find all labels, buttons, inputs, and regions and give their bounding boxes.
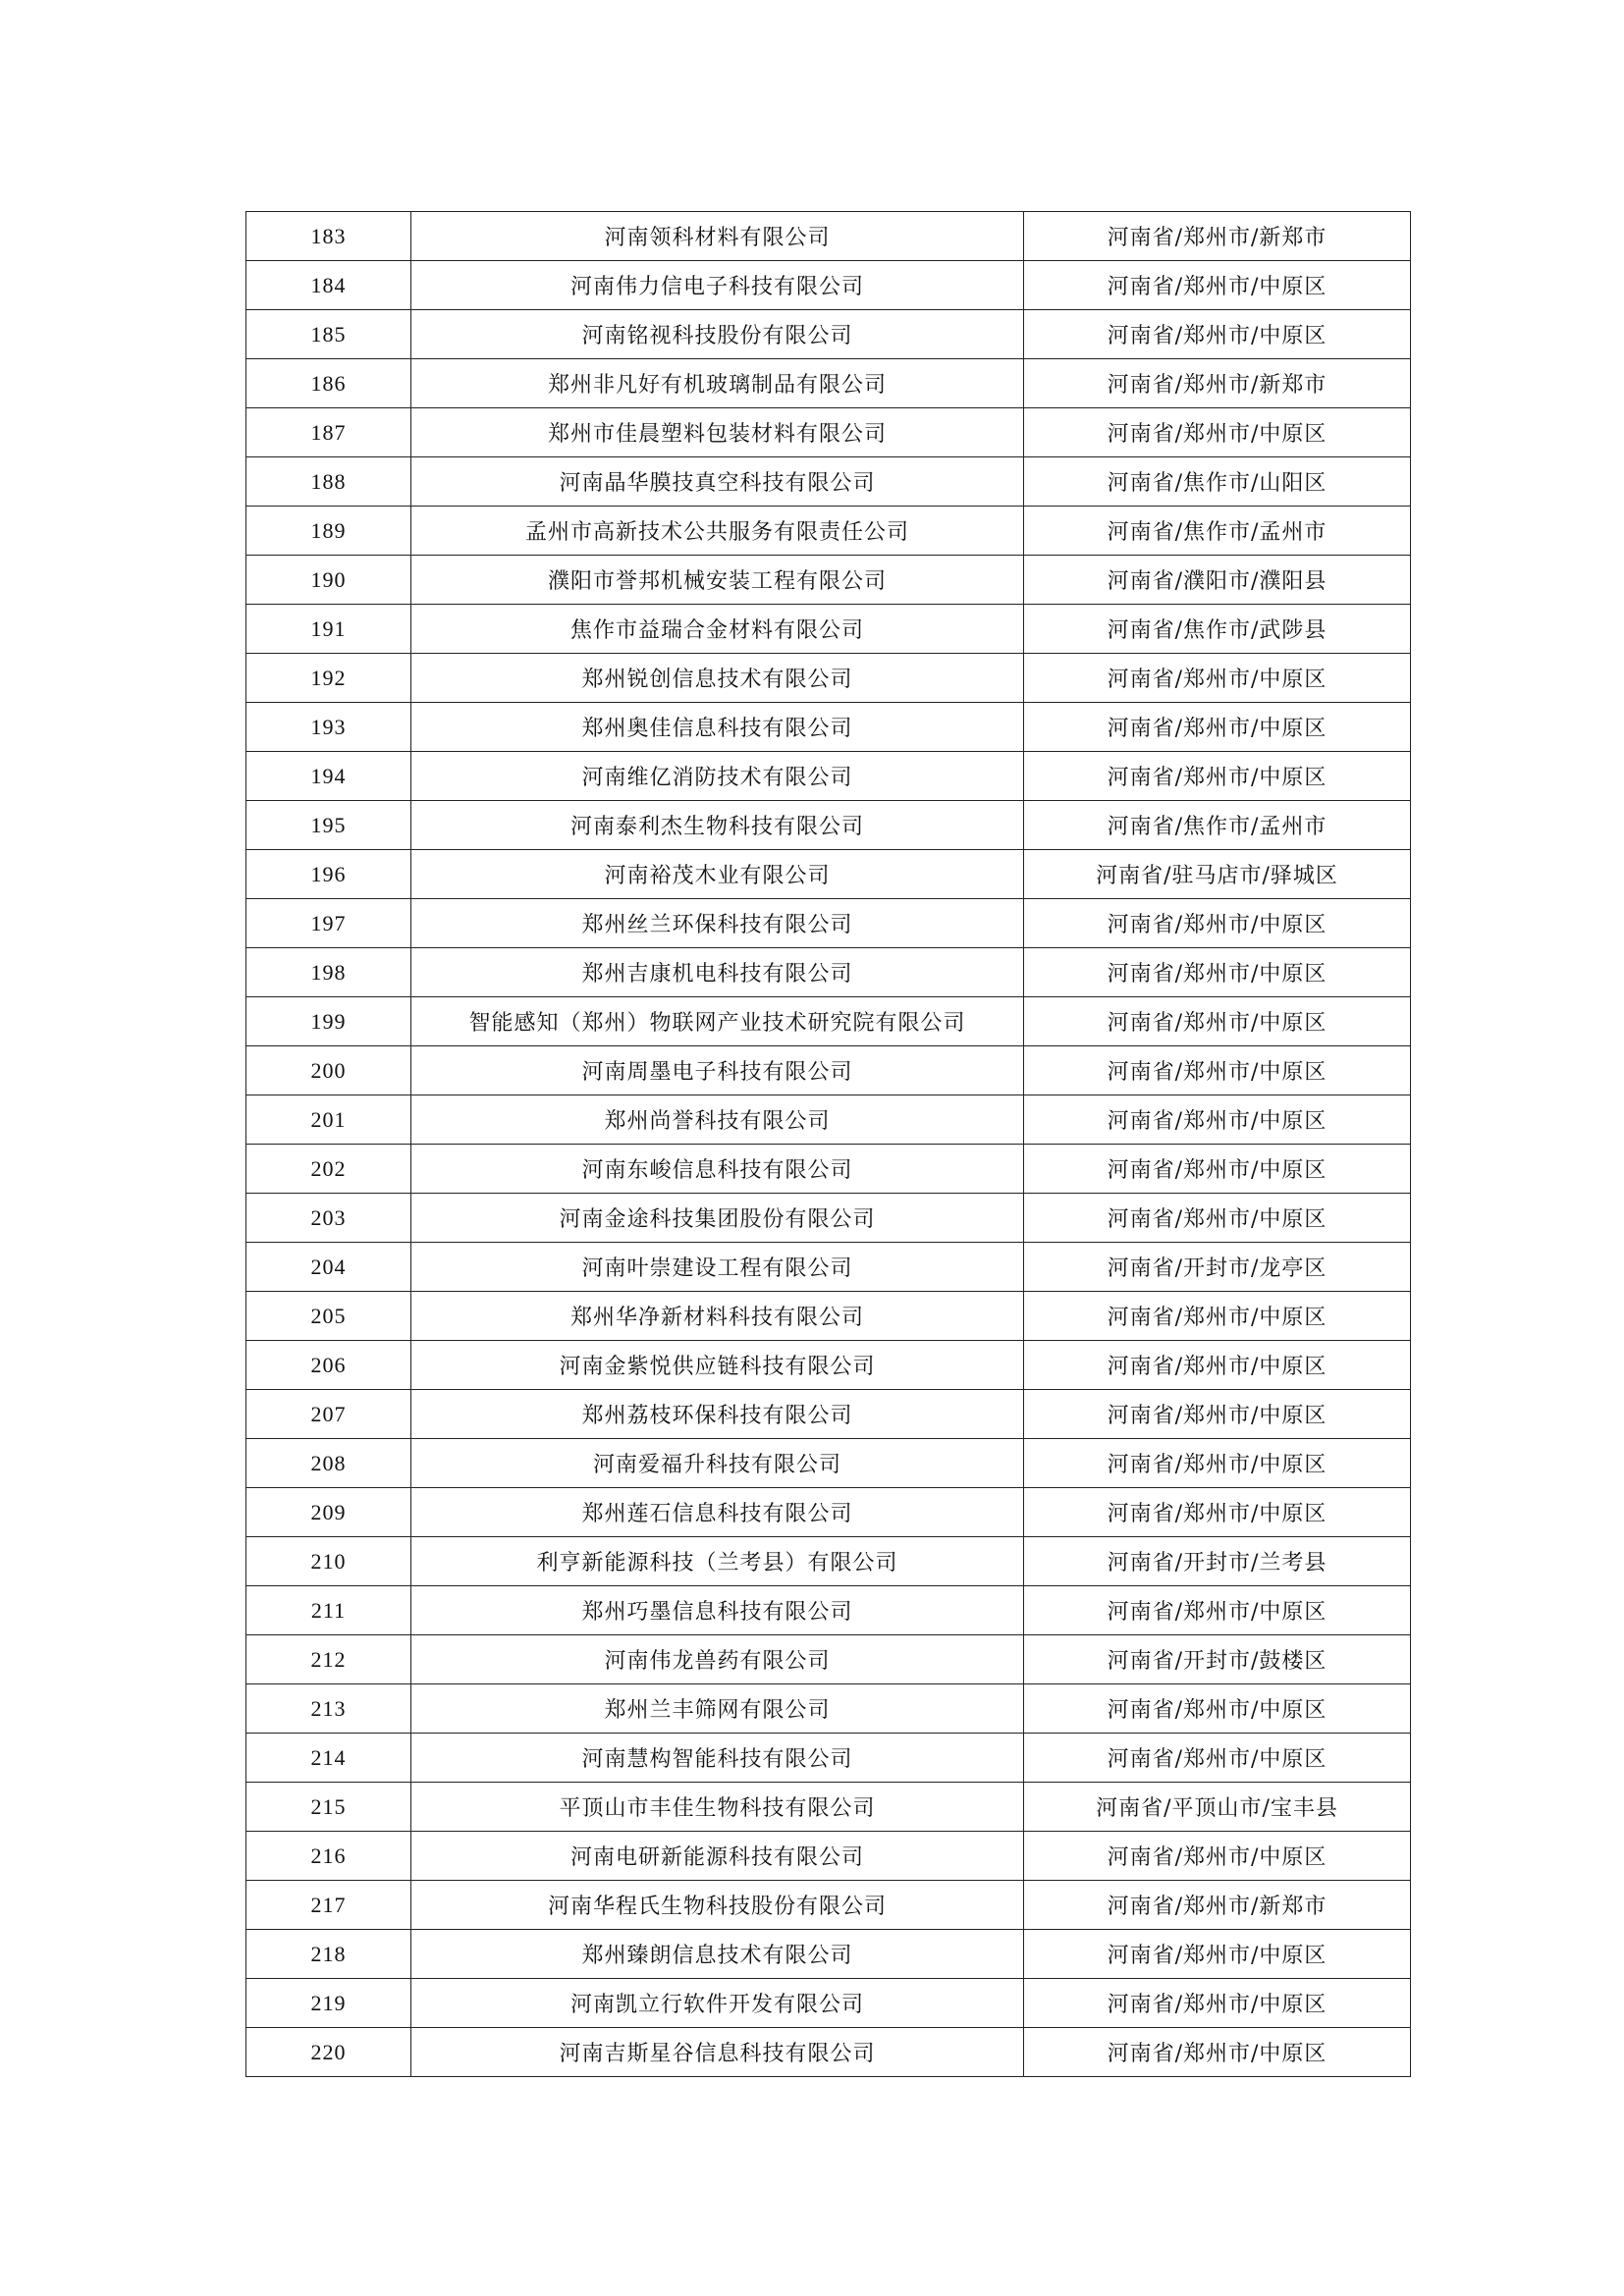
- table-row: [246, 1095, 1411, 1145]
- row-number-cell: 185: [246, 310, 411, 359]
- table-row: [246, 310, 1411, 359]
- region-cell: 河南省/郑州市/中原区: [1024, 1684, 1411, 1734]
- region-cell: 河南省/焦作市/武陟县: [1024, 605, 1411, 654]
- row-number-cell: 205: [246, 1292, 411, 1341]
- company-name-cell: 河南伟龙兽药有限公司: [411, 1635, 1024, 1684]
- table-row: [246, 1439, 1411, 1488]
- row-number-cell: 197: [246, 899, 411, 948]
- table-row: [246, 1783, 1411, 1832]
- region-cell: 河南省/郑州市/中原区: [1024, 1292, 1411, 1341]
- company-name-cell: 孟州市高新技术公共服务有限责任公司: [411, 507, 1024, 556]
- company-name-cell: 郑州奥佳信息科技有限公司: [411, 703, 1024, 752]
- table-row: [246, 556, 1411, 605]
- region-cell: 河南省/开封市/鼓楼区: [1024, 1635, 1411, 1684]
- row-number-cell: 209: [246, 1488, 411, 1537]
- row-number-cell: 202: [246, 1145, 411, 1194]
- row-number-cell: 208: [246, 1439, 411, 1488]
- company-name-cell: 郑州尚誉科技有限公司: [411, 1095, 1024, 1145]
- region-cell: 河南省/郑州市/中原区: [1024, 1145, 1411, 1194]
- company-name-cell: 利亨新能源科技（兰考县）有限公司: [411, 1537, 1024, 1586]
- region-cell: 河南省/郑州市/中原区: [1024, 1390, 1411, 1439]
- table-row: [246, 1390, 1411, 1439]
- table-row: [246, 1537, 1411, 1586]
- table-row: [246, 801, 1411, 850]
- table-row: [246, 408, 1411, 457]
- region-cell: 河南省/郑州市/新郑市: [1024, 212, 1411, 261]
- company-name-cell: 河南伟力信电子科技有限公司: [411, 261, 1024, 310]
- row-number-cell: 212: [246, 1635, 411, 1684]
- table-row: [246, 1734, 1411, 1783]
- row-number-cell: 195: [246, 801, 411, 850]
- region-cell: 河南省/郑州市/中原区: [1024, 654, 1411, 703]
- company-name-cell: 智能感知（郑州）物联网产业技术研究院有限公司: [411, 997, 1024, 1046]
- region-cell: 河南省/郑州市/中原区: [1024, 1586, 1411, 1635]
- company-name-cell: 郑州臻朗信息技术有限公司: [411, 1930, 1024, 1979]
- row-number-cell: 220: [246, 2028, 411, 2077]
- company-name-cell: 平顶山市丰佳生物科技有限公司: [411, 1783, 1024, 1832]
- table-row: [246, 850, 1411, 899]
- table-row: [246, 703, 1411, 752]
- table-row: [246, 1488, 1411, 1537]
- region-cell: 河南省/驻马店市/驿城区: [1024, 850, 1411, 899]
- region-cell: 河南省/郑州市/中原区: [1024, 2028, 1411, 2077]
- row-number-cell: 191: [246, 605, 411, 654]
- region-cell: 河南省/濮阳市/濮阳县: [1024, 556, 1411, 605]
- region-cell: 河南省/郑州市/中原区: [1024, 1979, 1411, 2028]
- company-name-cell: 郑州丝兰环保科技有限公司: [411, 899, 1024, 948]
- company-name-cell: 河南裕茂木业有限公司: [411, 850, 1024, 899]
- table-row: [246, 1145, 1411, 1194]
- company-name-cell: 河南慧构智能科技有限公司: [411, 1734, 1024, 1783]
- company-name-cell: 郑州吉康机电科技有限公司: [411, 948, 1024, 997]
- region-cell: 河南省/平顶山市/宝丰县: [1024, 1783, 1411, 1832]
- row-number-cell: 207: [246, 1390, 411, 1439]
- table-row: [246, 997, 1411, 1046]
- row-number-cell: 215: [246, 1783, 411, 1832]
- table-row: [246, 1832, 1411, 1881]
- table-row: [246, 1046, 1411, 1095]
- table-row: [246, 948, 1411, 997]
- company-name-cell: 郑州巧墨信息科技有限公司: [411, 1586, 1024, 1635]
- company-name-cell: 河南凯立行软件开发有限公司: [411, 1979, 1024, 2028]
- table-row: [246, 507, 1411, 556]
- company-name-cell: 郑州锐创信息技术有限公司: [411, 654, 1024, 703]
- row-number-cell: 199: [246, 997, 411, 1046]
- table-row: [246, 1635, 1411, 1684]
- company-name-cell: 河南泰利杰生物科技有限公司: [411, 801, 1024, 850]
- row-number-cell: 211: [246, 1586, 411, 1635]
- row-number-cell: 210: [246, 1537, 411, 1586]
- table-row: [246, 899, 1411, 948]
- table-row: [246, 1292, 1411, 1341]
- row-number-cell: 183: [246, 212, 411, 261]
- region-cell: 河南省/郑州市/中原区: [1024, 261, 1411, 310]
- company-name-cell: 河南晶华膜技真空科技有限公司: [411, 457, 1024, 507]
- table-row: [246, 1979, 1411, 2028]
- region-cell: 河南省/郑州市/新郑市: [1024, 1881, 1411, 1930]
- company-name-cell: 焦作市益瑞合金材料有限公司: [411, 605, 1024, 654]
- company-name-cell: 河南爱福升科技有限公司: [411, 1439, 1024, 1488]
- row-number-cell: 184: [246, 261, 411, 310]
- company-name-cell: 河南金紫悦供应链科技有限公司: [411, 1341, 1024, 1390]
- table-body: [246, 212, 1411, 2077]
- row-number-cell: 217: [246, 1881, 411, 1930]
- table-row: [246, 2028, 1411, 2077]
- company-name-cell: 郑州莲石信息科技有限公司: [411, 1488, 1024, 1537]
- region-cell: 河南省/焦作市/孟州市: [1024, 801, 1411, 850]
- region-cell: 河南省/郑州市/新郑市: [1024, 359, 1411, 408]
- region-cell: 河南省/开封市/兰考县: [1024, 1537, 1411, 1586]
- row-number-cell: 214: [246, 1734, 411, 1783]
- table-row: [246, 1586, 1411, 1635]
- table-row: [246, 1684, 1411, 1734]
- company-name-cell: 河南华程氏生物科技股份有限公司: [411, 1881, 1024, 1930]
- table-row: [246, 1341, 1411, 1390]
- row-number-cell: 192: [246, 654, 411, 703]
- company-name-cell: 河南铭视科技股份有限公司: [411, 310, 1024, 359]
- region-cell: 河南省/郑州市/中原区: [1024, 1734, 1411, 1783]
- region-cell: 河南省/郑州市/中原区: [1024, 1930, 1411, 1979]
- table-row: [246, 359, 1411, 408]
- row-number-cell: 203: [246, 1194, 411, 1243]
- region-cell: 河南省/郑州市/中原区: [1024, 1095, 1411, 1145]
- region-cell: 河南省/郑州市/中原区: [1024, 1194, 1411, 1243]
- region-cell: 河南省/郑州市/中原区: [1024, 948, 1411, 997]
- table-row: [246, 1194, 1411, 1243]
- region-cell: 河南省/郑州市/中原区: [1024, 1488, 1411, 1537]
- company-name-cell: 郑州荔枝环保科技有限公司: [411, 1390, 1024, 1439]
- company-list-table: [245, 211, 1411, 2077]
- company-name-cell: 郑州兰丰筛网有限公司: [411, 1684, 1024, 1734]
- table-row: [246, 1243, 1411, 1292]
- region-cell: 河南省/郑州市/中原区: [1024, 310, 1411, 359]
- company-name-cell: 郑州华净新材料科技有限公司: [411, 1292, 1024, 1341]
- table-row: [246, 752, 1411, 801]
- region-cell: 河南省/郑州市/中原区: [1024, 1439, 1411, 1488]
- company-name-cell: 郑州市佳晨塑料包装材料有限公司: [411, 408, 1024, 457]
- row-number-cell: 219: [246, 1979, 411, 2028]
- table-row: [246, 1930, 1411, 1979]
- row-number-cell: 206: [246, 1341, 411, 1390]
- row-number-cell: 190: [246, 556, 411, 605]
- region-cell: 河南省/焦作市/山阳区: [1024, 457, 1411, 507]
- region-cell: 河南省/郑州市/中原区: [1024, 752, 1411, 801]
- row-number-cell: 198: [246, 948, 411, 997]
- table-row: [246, 261, 1411, 310]
- region-cell: 河南省/郑州市/中原区: [1024, 1832, 1411, 1881]
- row-number-cell: 201: [246, 1095, 411, 1145]
- region-cell: 河南省/郑州市/中原区: [1024, 703, 1411, 752]
- company-name-cell: 河南周墨电子科技有限公司: [411, 1046, 1024, 1095]
- row-number-cell: 188: [246, 457, 411, 507]
- region-cell: 河南省/郑州市/中原区: [1024, 408, 1411, 457]
- region-cell: 河南省/郑州市/中原区: [1024, 899, 1411, 948]
- table-row: [246, 605, 1411, 654]
- table-row: [246, 212, 1411, 261]
- company-name-cell: 河南领科材料有限公司: [411, 212, 1024, 261]
- company-name-cell: 濮阳市誉邦机械安装工程有限公司: [411, 556, 1024, 605]
- company-name-cell: 河南叶崇建设工程有限公司: [411, 1243, 1024, 1292]
- row-number-cell: 196: [246, 850, 411, 899]
- region-cell: 河南省/郑州市/中原区: [1024, 997, 1411, 1046]
- row-number-cell: 200: [246, 1046, 411, 1095]
- row-number-cell: 218: [246, 1930, 411, 1979]
- company-name-cell: 河南电研新能源科技有限公司: [411, 1832, 1024, 1881]
- row-number-cell: 216: [246, 1832, 411, 1881]
- company-name-cell: 郑州非凡好有机玻璃制品有限公司: [411, 359, 1024, 408]
- region-cell: 河南省/郑州市/中原区: [1024, 1341, 1411, 1390]
- row-number-cell: 189: [246, 507, 411, 556]
- row-number-cell: 204: [246, 1243, 411, 1292]
- row-number-cell: 187: [246, 408, 411, 457]
- table-row: [246, 654, 1411, 703]
- region-cell: 河南省/焦作市/孟州市: [1024, 507, 1411, 556]
- row-number-cell: 186: [246, 359, 411, 408]
- row-number-cell: 193: [246, 703, 411, 752]
- region-cell: 河南省/郑州市/中原区: [1024, 1046, 1411, 1095]
- company-name-cell: 河南东峻信息科技有限公司: [411, 1145, 1024, 1194]
- region-cell: 河南省/开封市/龙亭区: [1024, 1243, 1411, 1292]
- company-name-cell: 河南维亿消防技术有限公司: [411, 752, 1024, 801]
- table-row: [246, 457, 1411, 507]
- row-number-cell: 213: [246, 1684, 411, 1734]
- company-name-cell: 河南金途科技集团股份有限公司: [411, 1194, 1024, 1243]
- table-row: [246, 1881, 1411, 1930]
- company-name-cell: 河南吉斯星谷信息科技有限公司: [411, 2028, 1024, 2077]
- row-number-cell: 194: [246, 752, 411, 801]
